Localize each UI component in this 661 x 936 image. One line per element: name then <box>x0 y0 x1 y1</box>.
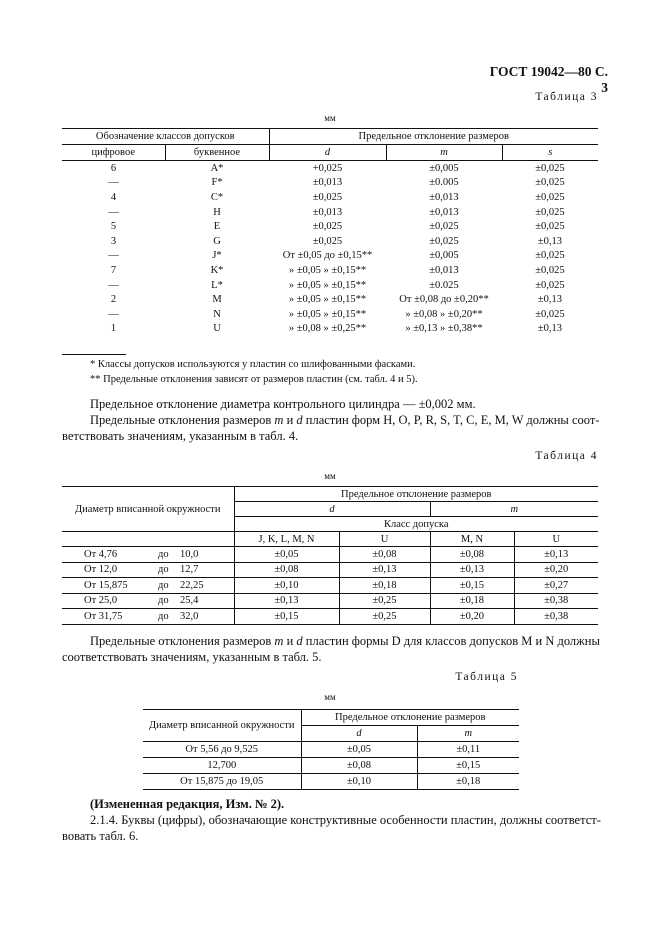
table3-group-right: Предельное отклонение размеров <box>269 129 598 145</box>
table3-cell-d: » ±0,05 » ±0,15** <box>288 294 367 306</box>
table3-cell-d: ±0,013 <box>312 206 343 218</box>
table3-cell-s: ±0,13 <box>537 235 563 247</box>
table5-col-m: m <box>417 726 519 742</box>
table3-cell-s: ±0,025 <box>535 250 565 262</box>
table3-cell-num: 2 <box>110 294 117 306</box>
table4-caption: Таблица 4 <box>535 450 598 462</box>
table4-col-d: d <box>234 502 430 517</box>
table-row <box>62 322 598 337</box>
table3-cell-m: ±0,013 <box>429 264 459 276</box>
table-row <box>62 219 598 234</box>
table4-cell-c3: ±0,18 <box>430 593 514 609</box>
table3-group-left: Обозначение классов допусков <box>62 129 269 145</box>
table3-cell-m: ±0.025 <box>429 279 459 291</box>
table5-caption: Таблица 5 <box>455 671 518 683</box>
paragraph-control-cylinder: Предельное отклонение диаметра контрольного цилиндра — ±0,002 мм. <box>90 397 476 411</box>
table3-cell-num: 5 <box>110 221 117 233</box>
table4-cell-c4: ±0,13 <box>514 547 598 563</box>
table-row <box>62 161 598 176</box>
table-3 <box>62 128 598 336</box>
table4-sub-1: J, K, L, M, N <box>234 532 339 547</box>
paragraph-table5-ref: Предельные отклонения размеров m и d пластин формы D для классов допусков M и N должны <box>90 634 600 648</box>
table4-cell-c1: ±0,10 <box>234 578 339 594</box>
table-row <box>62 547 598 563</box>
table5-cell-d: ±0,08 <box>301 758 417 774</box>
table4-cell-diameter <box>62 547 234 563</box>
table3-cell-num: 4 <box>110 191 117 203</box>
range-from: От 25,0 <box>84 595 118 607</box>
table3-col-letter: буквенное <box>165 145 269 161</box>
table-row <box>143 742 519 758</box>
table3-cell-let: M <box>212 294 222 306</box>
table3-cell-d: +0,025 <box>312 162 343 174</box>
table3-cell-num: 7 <box>110 264 117 276</box>
paragraph-2-1-4: 2.1.4. Буквы (цифры), обозначающие конструктивные особенности пластин, должны соответст- <box>90 813 601 827</box>
table3-cell-m: ±0,005 <box>429 250 459 262</box>
table3-cell-m: ±0,025 <box>429 235 459 247</box>
table3-cell-s: ±0,025 <box>535 264 565 276</box>
table3-cell-m: ±0,005 <box>429 162 459 174</box>
table-row <box>62 263 598 278</box>
table3-cell-num: 3 <box>110 235 117 247</box>
table4-cell-c1: ±0,15 <box>234 609 339 625</box>
table3-cell-num: — <box>108 250 119 262</box>
table4-cell-c3: ±0,08 <box>430 547 514 563</box>
table4-cell-c1: ±0,13 <box>234 593 339 609</box>
table3-cell-num: 1 <box>110 323 117 335</box>
table4-cell-c3: ±0,15 <box>430 578 514 594</box>
table3-cell-let: A* <box>210 162 224 174</box>
range-to: до <box>158 595 169 607</box>
table3-caption: Таблица 3 <box>535 91 598 103</box>
table3-cell-d: » ±0,05 » ±0,15** <box>288 308 367 320</box>
range-to: до <box>158 564 169 576</box>
table-row <box>143 774 519 790</box>
table4-cell-c2: ±0,13 <box>339 562 430 578</box>
table-row <box>62 593 598 609</box>
footnote-rule <box>62 354 126 355</box>
table3-cell-let: H <box>213 206 221 218</box>
table3-col-s: s <box>502 145 598 161</box>
table3-cell-let: U <box>213 323 221 335</box>
table-row <box>62 307 598 322</box>
table4-cell-diameter <box>62 578 234 594</box>
table3-cell-num: — <box>108 206 119 218</box>
table4-cell-diameter <box>62 593 234 609</box>
table3-cell-s: ±0,025 <box>535 221 565 233</box>
paragraph-table4-ref: Предельные отклонения размеров m и d пластин форм H, O, P, R, S, T, C, E, M, W должны соот- <box>90 413 600 427</box>
table3-cell-m: ±0,013 <box>429 206 459 218</box>
table4-sub-2: U <box>339 532 430 547</box>
table3-cell-d: От ±0,05 до ±0,15** <box>282 250 373 262</box>
range-value: 32,0 <box>180 610 199 622</box>
table-row <box>62 292 598 307</box>
table3-cell-d: ±0,025 <box>312 235 343 247</box>
table3-cell-m: » ±0,08 » ±0,20** <box>405 308 483 320</box>
footnote-1: * Классы допусков используются у пластин со шлифованными фасками. <box>90 359 416 370</box>
paragraph-table4-ref-cont: ветствовать значениям, указанным в табл. 4. <box>62 429 299 443</box>
table3-cell-d: » ±0,08 » ±0,25** <box>288 323 367 335</box>
table3-cell-let: K* <box>210 264 224 276</box>
table3-cell-d: ±0,025 <box>312 191 343 203</box>
table3-cell-d: ±0,013 <box>312 177 343 189</box>
table3-cell-s: ±0,13 <box>537 294 563 306</box>
table-5 <box>143 709 519 790</box>
table4-cell-c2: ±0,25 <box>339 609 430 625</box>
table3-cell-let: F* <box>211 177 223 189</box>
table4-col-m: m <box>430 502 598 517</box>
table4-cell-c1: ±0,08 <box>234 562 339 578</box>
table5-unit: мм <box>324 692 336 702</box>
table3-cell-let: G <box>213 235 221 247</box>
table-row <box>62 609 598 625</box>
table-row <box>62 205 598 220</box>
table4-cell-diameter <box>62 609 234 625</box>
table3-cell-d: ±0,025 <box>312 221 343 233</box>
table4-cell-c4: ±0,20 <box>514 562 598 578</box>
table3-cell-s: ±0,025 <box>535 308 565 320</box>
table3-cell-num: — <box>108 308 119 320</box>
table-row <box>62 176 598 191</box>
table-row <box>62 278 598 293</box>
table5-group: Предельное отклонение размеров <box>301 710 519 726</box>
range-from: От 31,75 <box>84 610 123 622</box>
edit-note: (Измененная редакция, Изм. № 2). <box>90 797 285 811</box>
table3-cell-d: » ±0,05 » ±0,15** <box>288 279 367 291</box>
range-from: От 15,875 <box>84 579 128 591</box>
footnote-2: ** Предельные отклонения зависят от размеров пластин (см. табл. 4 и 5). <box>90 374 418 385</box>
table5-cell-m: ±0,18 <box>417 774 519 790</box>
table5-cell-diam: От 15,875 до 19,05 <box>143 774 301 790</box>
paragraph-table5-ref-cont: соответствовать значениям, указанным в табл. 5. <box>62 650 322 664</box>
table4-cell-c2: ±0,08 <box>339 547 430 563</box>
table4-class-label: Класс допуска <box>234 517 598 532</box>
table4-cell-c2: ±0,18 <box>339 578 430 594</box>
table3-cell-s: ±0,025 <box>535 177 565 189</box>
table4-cell-c4: ±0,38 <box>514 609 598 625</box>
table4-cell-diameter <box>62 562 234 578</box>
table3-col-d: d <box>269 145 386 161</box>
table4-cell-c2: ±0,25 <box>339 593 430 609</box>
table3-cell-s: ±0,025 <box>535 279 565 291</box>
table3-cell-s: ±0,025 <box>535 191 565 203</box>
table3-cell-let: L* <box>211 279 223 291</box>
table-row <box>62 249 598 264</box>
range-value: 10,0 <box>180 548 199 560</box>
table3-col-digital: цифровое <box>62 145 165 161</box>
table3-cell-num: — <box>108 279 119 291</box>
table-row <box>62 190 598 205</box>
table5-cell-d: ±0,10 <box>301 774 417 790</box>
table-4 <box>62 486 598 625</box>
table5-cell-diam: От 5,56 до 9,525 <box>143 742 301 758</box>
table3-cell-m: От ±0,08 до ±0,20** <box>399 294 489 306</box>
table4-sub-blank <box>62 532 234 547</box>
table3-col-m: m <box>386 145 502 161</box>
table-row <box>62 562 598 578</box>
table4-cell-c4: ±0,38 <box>514 593 598 609</box>
paragraph-2-1-4-cont: вовать табл. 6. <box>62 829 139 843</box>
table3-cell-m: ±0,013 <box>429 191 459 203</box>
table3-cell-let: C* <box>210 191 224 203</box>
table3-cell-num: 6 <box>110 162 117 174</box>
table4-sub-4: U <box>514 532 598 547</box>
table5-col-d: d <box>301 726 417 742</box>
range-to: до <box>158 579 169 591</box>
table3-cell-num: — <box>108 177 119 189</box>
table-row <box>62 578 598 594</box>
table3-cell-let: N <box>213 308 221 320</box>
table5-cell-m: ±0,11 <box>417 742 519 758</box>
table4-cell-c3: ±0,20 <box>430 609 514 625</box>
table5-cell-diam: 12,700 <box>143 758 301 774</box>
table3-cell-m: ±0.005 <box>429 177 459 189</box>
range-from: От 12,0 <box>84 564 118 576</box>
table4-cell-c4: ±0,27 <box>514 578 598 594</box>
range-value: 22,25 <box>180 579 204 591</box>
range-to: до <box>158 610 169 622</box>
table3-cell-let: J* <box>212 250 222 262</box>
table3-cell-m: » ±0,13 » ±0,38** <box>405 323 483 335</box>
table5-col-diameter: Диаметр вписанной окружности <box>143 710 301 742</box>
range-value: 25,4 <box>180 595 199 607</box>
table4-cell-c3: ±0,13 <box>430 562 514 578</box>
table3-cell-s: ±0,13 <box>537 323 563 335</box>
page-header: ГОСТ 19042—80 С. 3 <box>489 64 608 95</box>
range-from: От 4,76 <box>84 548 118 560</box>
table3-cell-d: » ±0,05 » ±0,15** <box>288 264 367 276</box>
table3-unit: мм <box>324 113 336 123</box>
table3-cell-m: ±0,025 <box>429 221 459 233</box>
table-row <box>62 234 598 249</box>
table4-unit: мм <box>324 471 336 481</box>
table-row <box>143 758 519 774</box>
table4-col-diameter: Диаметр вписанной окружности <box>62 487 234 532</box>
range-value: 12,7 <box>180 564 199 576</box>
table4-sub-3: M, N <box>430 532 514 547</box>
table3-cell-s: ±0,025 <box>535 162 565 174</box>
table4-group: Предельное отклонение размеров <box>234 487 598 502</box>
table5-cell-m: ±0,15 <box>417 758 519 774</box>
range-to: до <box>158 548 169 560</box>
table4-cell-c1: ±0,05 <box>234 547 339 563</box>
table5-cell-d: ±0,05 <box>301 742 417 758</box>
table3-cell-let: E <box>213 221 221 233</box>
table3-cell-s: ±0,025 <box>535 206 565 218</box>
